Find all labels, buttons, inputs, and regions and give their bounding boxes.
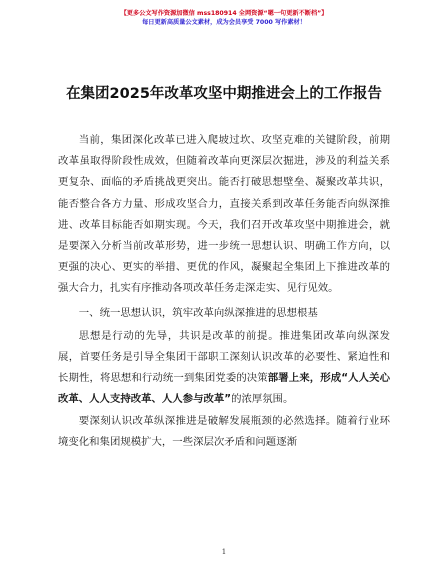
- body-paragraph-2-bold-text: 部署上来，形成“人人关心改革、人人支持改革、人人参与改革”: [58, 372, 391, 406]
- page-number: 1: [221, 548, 227, 556]
- body-paragraph-2-text: 思想是行动的先导，共识是改革的前提。推进集团改革向纵深发展，首要任务是引导全集团干部职工深刻认识改革的必要性、紧迫性和长期性，将思想和行动统一到集团党委的决策: [58, 329, 390, 385]
- promo-banner: [0, 9, 448, 27]
- body-paragraph-2: [58, 326, 390, 411]
- promo-banner-line-2: 每日更新高质量公文素材，成为会员享受 7000 写作素材！: [142, 19, 306, 26]
- body-paragraph-2-end-text: 的浓厚氛围。: [231, 393, 294, 406]
- section-heading-1: 一、统一思想认识，筑牢改革向纵深推进的思想根基: [78, 306, 318, 319]
- promo-banner-line-1: 【更多公文写作资源加微信 mss180914 全网资源“嗯一句更新不断档”】: [120, 10, 328, 17]
- document-body: [58, 130, 390, 453]
- body-paragraph-3: 要深刻认识改革纵深推进是破解发展瓶颈的必然选择。随着行业环境变化和集团规模扩大，一些深层次矛盾和问题逐渐: [58, 414, 390, 448]
- document-title: 在集团2025年改革攻坚中期推进会上的工作报告: [66, 86, 382, 102]
- intro-paragraph: 当前，集团深化改革已进入爬坡过坎、攻坚克难的关键阶段，前期改革虽取得阶段性成效，但随着改革向更深层次掘进，涉及的利益关系更复杂、面临的矛盾挑战更突出。能否打破思想壁垒、凝聚改革共识，能否整合各方力量、形成攻坚合力，直接关系到改革任务能否向纵深推进、改革目标能否如期实现。今天，我们召开改革攻坚中期推进会，就是要深入分析当前改革形势，进一步统一思想认识、明确工作方向，以更强的决心、更实的举措、更优的作风，凝聚起全集团上下推进改革的强大合力，扎实有序推动各项改革任务走深走实、见行见效。: [58, 134, 390, 295]
